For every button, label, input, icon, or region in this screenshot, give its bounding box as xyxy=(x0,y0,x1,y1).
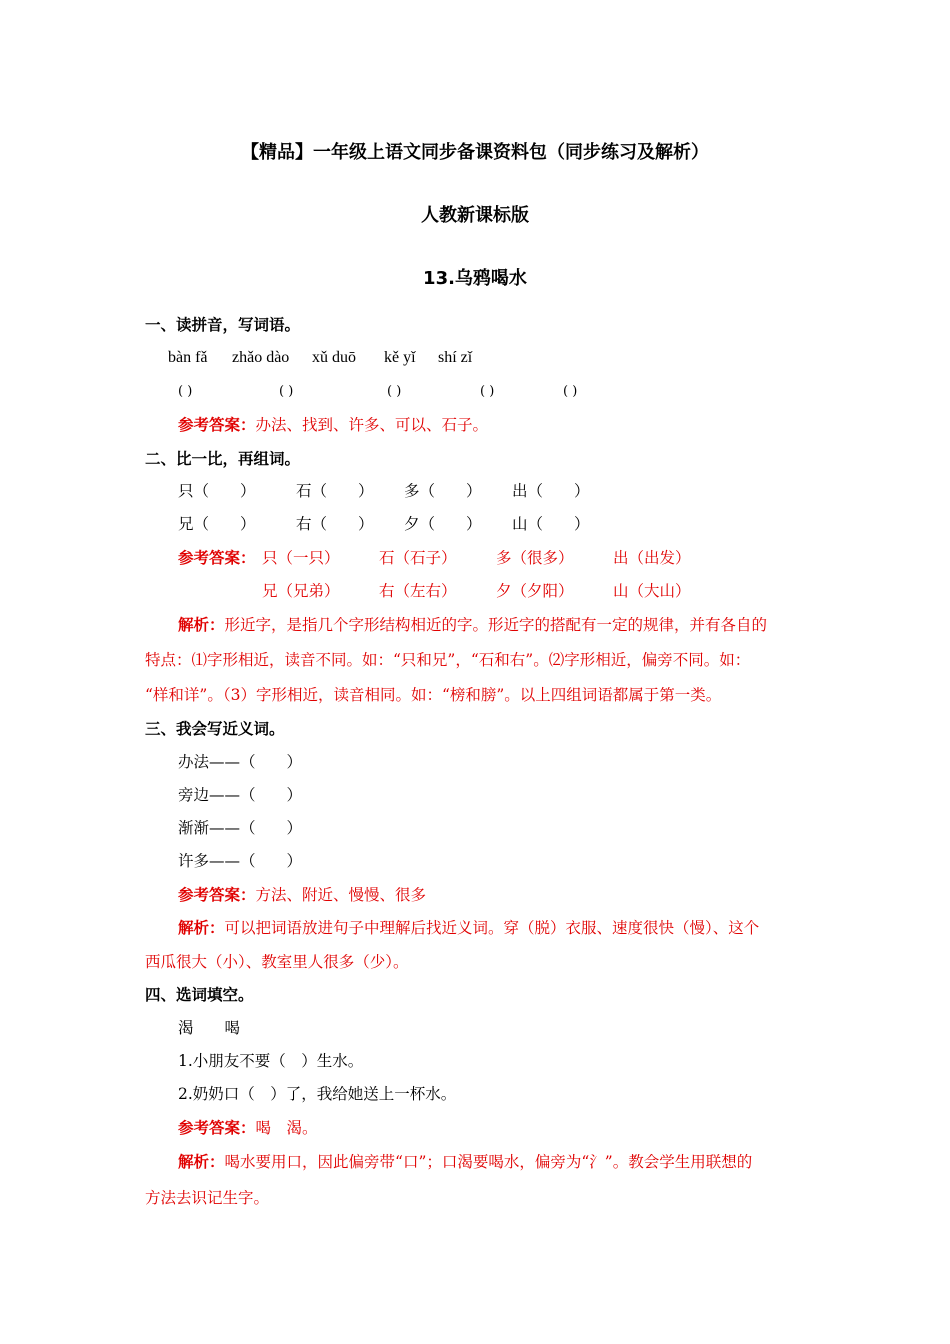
compare-item: 多（ ） xyxy=(404,482,482,500)
compare-item: 石（ ） xyxy=(296,482,374,500)
answer-item: 只（一只） xyxy=(262,549,340,567)
section1-heading: 一、读拼音，写词语。 xyxy=(145,316,301,334)
analysis-label: 解析： xyxy=(178,616,225,634)
analysis-text: 形近字，是指几个字形结构相近的字。形近字的搭配有一定的规律，并有各自的 xyxy=(224,616,768,634)
answer-label: 参考答案： xyxy=(178,416,256,434)
section4-analysis-line2: 方法去识记生字。 xyxy=(145,1189,270,1207)
pinyin-1: bàn fǎ xyxy=(168,349,208,366)
compare-item: 山（ ） xyxy=(512,515,590,533)
compare-item: 只（ ） xyxy=(178,482,256,500)
section3-analysis-line1 xyxy=(178,918,759,938)
section3-answer xyxy=(178,885,426,905)
answer-text: 方法、附近、慢慢、很多 xyxy=(255,886,427,904)
section2-analysis-line1 xyxy=(178,615,767,635)
section1-answer xyxy=(178,415,488,435)
analysis-text: 可以把词语放进句子中理解后找近义词。穿（脱）衣服、速度很快（慢）、这个 xyxy=(224,919,760,937)
synonym-item: 许多——（ ） xyxy=(178,852,303,870)
compare-item: 兄（ ） xyxy=(178,515,256,533)
analysis-label: 解析： xyxy=(178,1153,225,1171)
answer-text: 喝 渴。 xyxy=(255,1119,318,1137)
synonym-item: 渐渐——（ ） xyxy=(178,819,303,837)
compare-item: 出（ ） xyxy=(512,482,590,500)
answer-item: 多（很多） xyxy=(496,549,574,567)
pinyin-3: xǔ duō xyxy=(312,349,356,366)
compare-item: 右（ ） xyxy=(296,515,374,533)
analysis-label: 解析： xyxy=(178,919,225,937)
pinyin-2: zhǎo dào xyxy=(232,349,290,366)
analysis-text: 喝水要用口，因此偏旁带“口”；口渴要喝水，偏旁为“氵”。教会学生用联想的 xyxy=(224,1153,753,1171)
section4-answer xyxy=(178,1118,318,1138)
edition-title: 人教新课标版 xyxy=(421,205,529,226)
pinyin-blank-4: ( ) xyxy=(480,384,495,399)
section3-analysis-line2: 西瓜很大（小）、教室里人很多（少）。 xyxy=(145,953,409,971)
pinyin-blank-1: ( ) xyxy=(178,384,193,399)
answer-text: 办法、找到、许多、可以、石子。 xyxy=(255,416,489,434)
section2-heading: 二、比一比，再组词。 xyxy=(145,450,301,468)
section2-analysis-line3: “样和详”。（3）字形相近，读音相同。如：“榜和膀”。以上四组词语都属于第一类。 xyxy=(145,686,722,704)
answer-item: 山（大山） xyxy=(613,582,691,600)
answer-item: 兄（兄弟） xyxy=(262,582,340,600)
answer-item: 夕（夕阳） xyxy=(496,582,574,600)
answer-item: 右（左右） xyxy=(379,582,457,600)
lesson-title: 13.乌鸦喝水 xyxy=(423,268,527,289)
section4-heading: 四、选词填空。 xyxy=(145,986,254,1004)
answer-item: 石（石子） xyxy=(379,549,457,567)
synonym-item: 旁边——（ ） xyxy=(178,786,303,804)
document-title: 【精品】一年级上语文同步备课资料包（同步练习及解析） xyxy=(241,142,709,163)
section2-analysis-line2: 特点：⑴字形相近，读音不同。如：“只和兄”，“石和右”。⑵字形相近，偏旁不同。如： xyxy=(145,651,751,669)
pinyin-5: shí zǐ xyxy=(438,349,473,366)
answer-label: 参考答案： xyxy=(178,1119,256,1137)
answer-label: 参考答案： xyxy=(178,886,256,904)
question-1: 1.小朋友不要（ ）生水。 xyxy=(178,1052,364,1070)
word-choices: 渴 喝 xyxy=(178,1019,241,1037)
pinyin-blank-2: ( ) xyxy=(279,384,294,399)
pinyin-4: kě yǐ xyxy=(384,349,416,366)
pinyin-blank-5: ( ) xyxy=(563,384,578,399)
answer-item: 出（出发） xyxy=(613,549,691,567)
compare-item: 夕（ ） xyxy=(404,515,482,533)
answer-label: 参考答案： xyxy=(178,549,256,567)
section4-analysis-line1 xyxy=(178,1152,752,1172)
section3-heading: 三、我会写近义词。 xyxy=(145,720,285,738)
synonym-item: 办法——（ ） xyxy=(178,753,303,771)
pinyin-blank-3: ( ) xyxy=(387,384,402,399)
question-2: 2.奶奶口（ ）了，我给她送上一杯水。 xyxy=(178,1085,457,1103)
